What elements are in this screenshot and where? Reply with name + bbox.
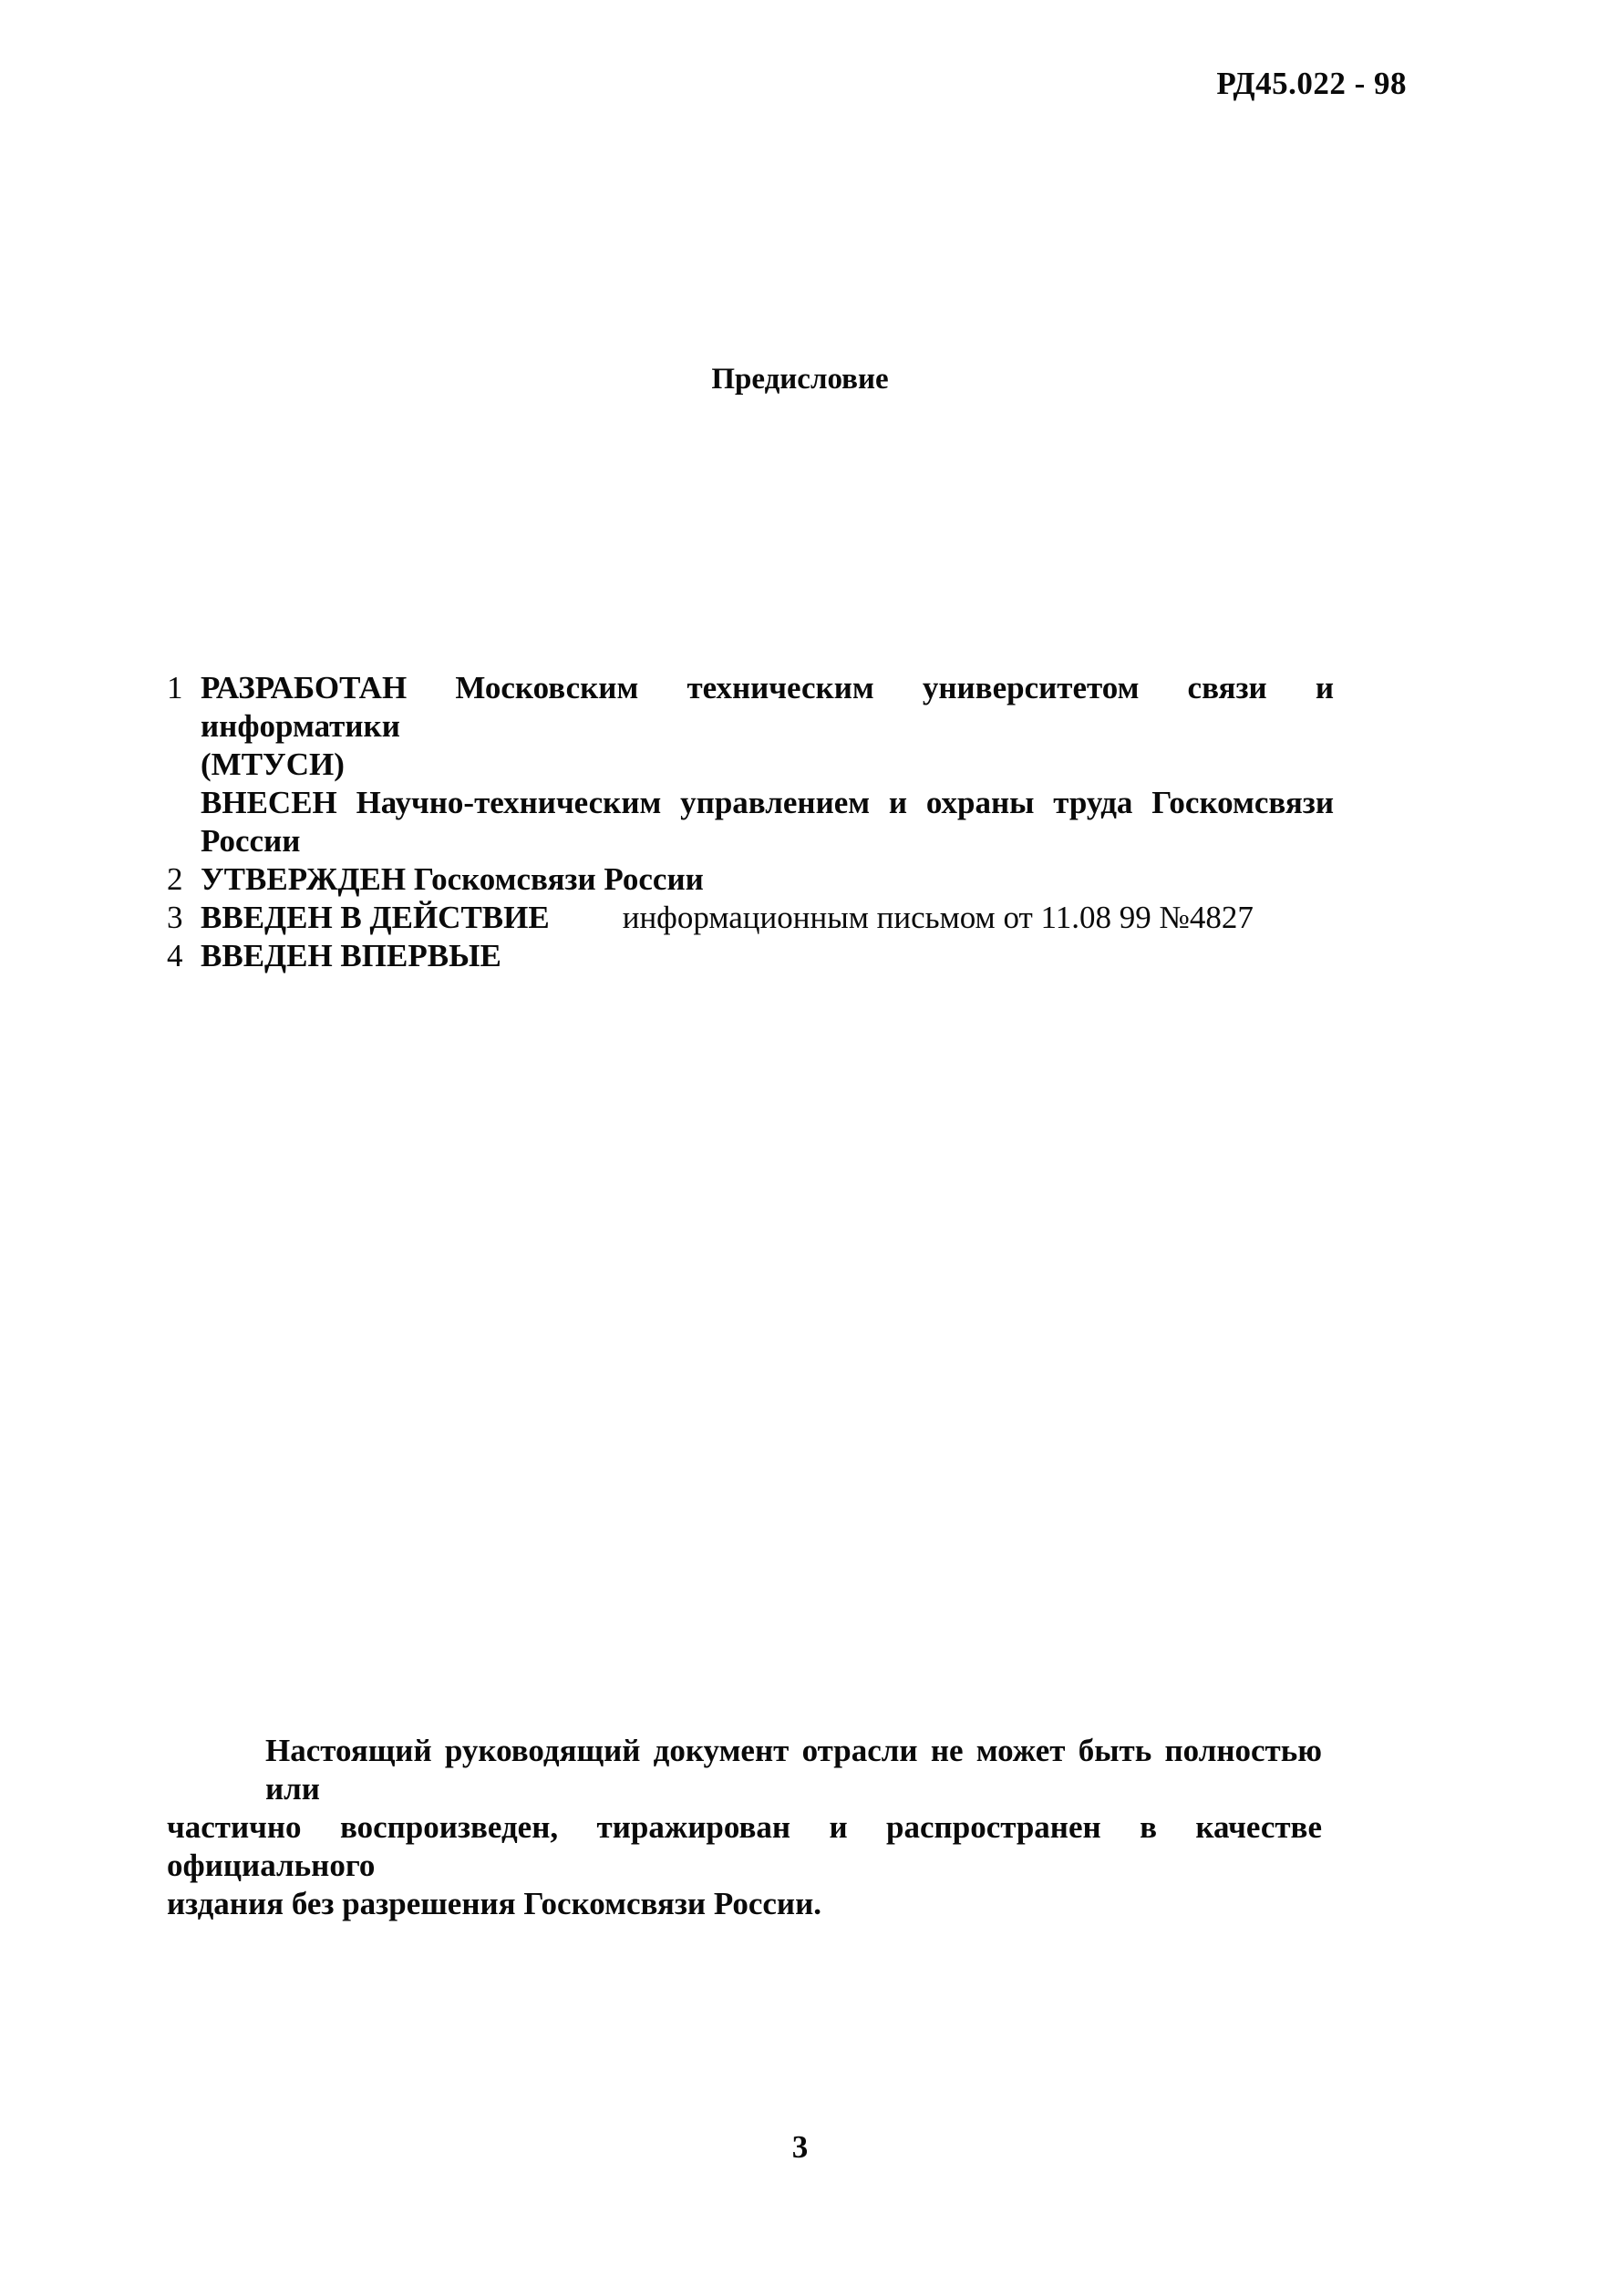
item-sub-text-continued: России bbox=[201, 823, 301, 859]
item-label: УТВЕРЖДЕН bbox=[201, 861, 407, 897]
item-line bbox=[201, 669, 1334, 746]
item-text: Госкомсвязи России bbox=[413, 861, 704, 897]
item-text-continued: (МТУСИ) bbox=[201, 746, 345, 782]
foreword-item-introduced bbox=[167, 899, 1334, 937]
foreword-item-approved bbox=[167, 860, 1334, 899]
item-number: 2 bbox=[167, 861, 183, 897]
foreword-item-developed bbox=[167, 669, 1334, 860]
item-sub-text: Научно-техническим управлением и охраны труда Госкомсвязи bbox=[356, 785, 1334, 820]
item-text: Московским техническим университетом связи и информатики bbox=[201, 670, 1334, 744]
item-label: РАЗРАБОТАН bbox=[201, 670, 408, 705]
item-number: 1 bbox=[167, 670, 183, 705]
copyright-notice bbox=[167, 1732, 1322, 1923]
item-text: информационным письмом от 11.08 99 №4827 bbox=[622, 900, 1254, 935]
foreword-item-first-introduced bbox=[167, 937, 1334, 975]
item-subline bbox=[201, 784, 1334, 822]
page-title: Предисловие bbox=[711, 363, 889, 396]
page-number: 3 bbox=[791, 2129, 809, 2165]
foreword-list bbox=[167, 669, 1334, 975]
document-code: РД45.022 - 98 bbox=[1216, 66, 1407, 101]
item-label: ВВЕДЕН ВПЕРВЫЕ bbox=[201, 938, 501, 973]
notice-line: Настоящий руководящий документ отрасли не может быть полностью или bbox=[265, 1733, 1322, 1807]
item-label: ВВЕДЕН В ДЕЙСТВИЕ bbox=[201, 900, 550, 935]
notice-line: частично воспроизведен, тиражирован и распространен в качестве официального bbox=[167, 1809, 1322, 1883]
item-number: 4 bbox=[167, 938, 183, 973]
item-sub-label: ВНЕСЕН bbox=[201, 785, 337, 820]
notice-line: издания без разрешения Госкомсвязи России. bbox=[167, 1886, 821, 1921]
item-number: 3 bbox=[167, 900, 183, 935]
